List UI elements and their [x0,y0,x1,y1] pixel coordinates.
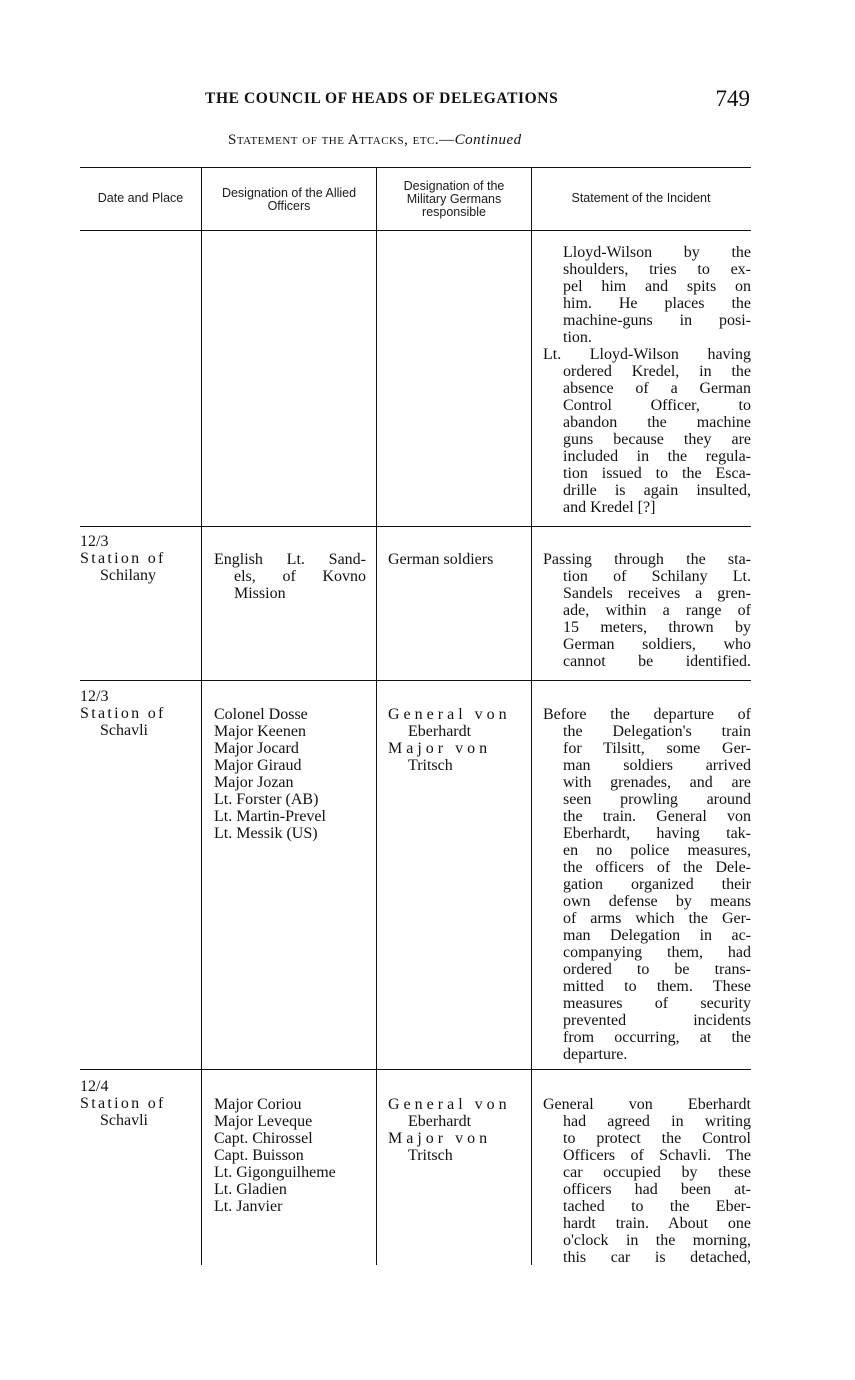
header-bottom-rule [80,230,751,231]
date: 12/3 [80,688,109,705]
place-line: Station of [80,705,166,722]
place-line: Station of [80,550,166,567]
column-divider-1 [201,167,202,1265]
germans-cell-row-2: General von Eberhardt Major von Tritsch [388,706,511,774]
place-line: Station of [80,1095,166,1112]
column-header-military-germans: Designation of the Military Germans responsible [403,179,505,219]
row-rule-3 [80,1069,751,1070]
statement-cell-row-2: Before the departure of the Delegation's train for Tilsitt, some Ger- man soldiers arrived with grenades, and are seen prowling around the train. General von Eberhardt, having tak- en no police measures, the officers of the Dele- gation organized their own defense by means of arms which the Ger- man Delegation in ac- companying them, had ordered to be trans- mitted to them. These measures of security prevented incidents from occurring, at the departure. [543,706,751,1063]
allied-cell-row-3: Major Coriou Major Leveque Capt. Chirossel Capt. Buisson Lt. Gigonguilheme Lt. Gladien Lt. Janvier [214,1096,336,1215]
place-line: Schavli [100,1112,148,1129]
date-place-cell-row-1 [80,533,198,584]
allied-cell-row-1: English Lt. Sand- els, of Kovno Mission [214,551,366,602]
row-rule-1 [80,526,751,527]
date-place-cell-row-3 [80,1078,198,1129]
table-top-rule [80,167,751,168]
column-header-statement: Statement of the Incident [571,191,711,205]
running-title: THE COUNCIL OF HEADS OF DELEGATIONS [205,90,559,107]
column-header-date-place: Date and Place [97,191,184,205]
running-head [205,86,750,114]
germans-cell-row-3: General von Eberhardt Major von Tritsch [388,1096,511,1164]
date: 12/4 [80,1078,109,1095]
statement-cell-row-1: Passing through the sta- tion of Schilany Lt. Sandels receives a gren- ade, within a range of 15 meters, thrown by German soldiers, who cannot be identified. [543,551,751,670]
place-line: Schilany [100,567,156,584]
subtitle-caps: Statement of the Attacks, etc.— [228,132,455,148]
column-divider-2 [376,167,377,1265]
allied-cell-row-2: Colonel Dosse Major Keenen Major Jocard Major Giraud Major Jozan Lt. Forster (AB) Lt. Martin-Prevel Lt. Messik (US) [214,706,326,842]
germans-cell-row-1: German soldiers [388,551,494,568]
column-header-allied-officers: Designation of the Allied Officers [221,186,357,213]
table-subtitle [228,132,522,149]
date-place-cell-row-2 [80,688,198,739]
column-divider-3 [531,167,532,1265]
place-line: Schavli [100,722,148,739]
statement-cell-row-3: General von Eberhardt had agreed in writing to protect the Control Officers of Schavli. The car occupied by these officers had been at- tached to the Eber- hardt train. About one o'clock in the morning, this car is detached, [543,1096,751,1266]
date: 12/3 [80,533,109,550]
subtitle-italic: Continued [454,132,522,148]
page-number: 749 [715,86,750,111]
statement-cell-row-0: Lloyd-Wilson by the shoulders, tries to ex- pel him and spits on him. He places the machine-guns in posi- tion. Lt. Lloyd-Wilson having ordered Kredel, in the absence of a German Control Officer, to abandon the machine guns because they are included in the regula- tion issued to the Esca- drille is again insulted, and Kredel [?] [543,244,751,516]
row-rule-2 [80,680,751,681]
